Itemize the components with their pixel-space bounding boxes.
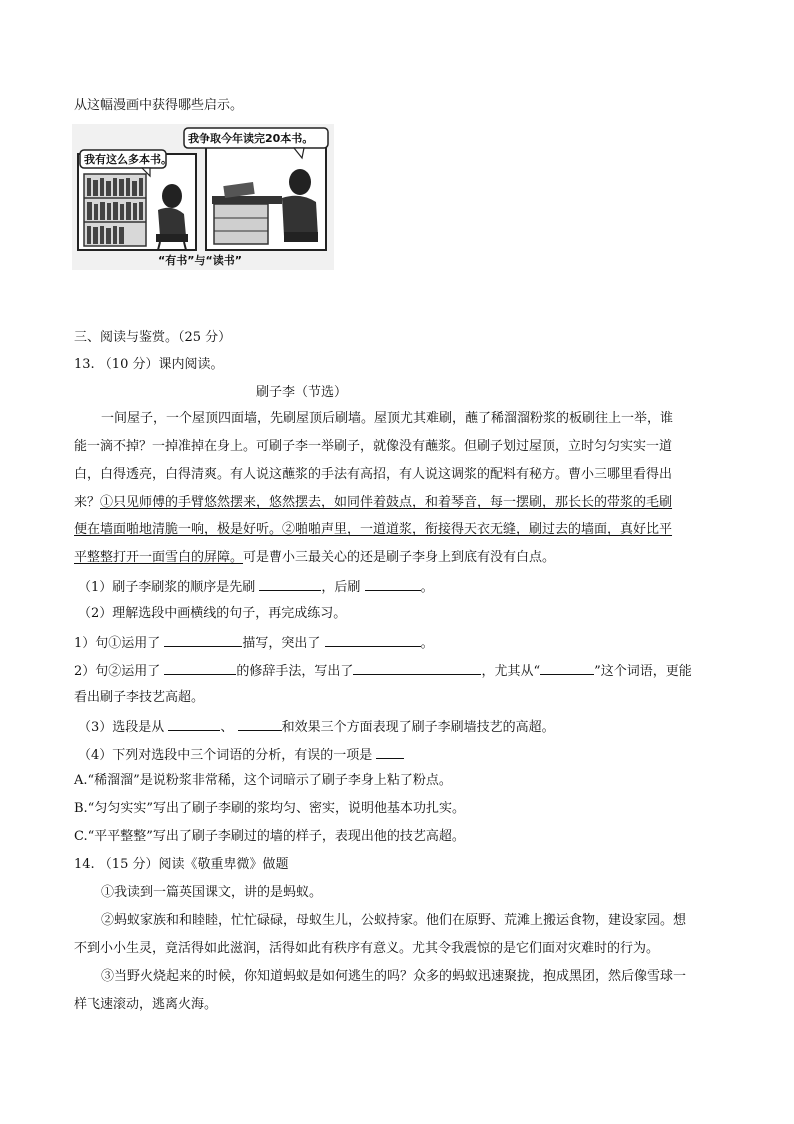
section-heading: 三、阅读与鉴赏。（25 分） bbox=[74, 330, 232, 345]
answer-blank[interactable] bbox=[164, 662, 236, 675]
sub-question-1 bbox=[78, 578, 728, 596]
sub-question-2-1 bbox=[74, 634, 724, 652]
question-text: （3）选段是从 bbox=[78, 720, 165, 735]
underlined-sentence-1: ①只见师傅的手臂悠然摆来，悠然摆去，如同伴着鼓点，和着琴音，每一摆刷，那长长的带浆的毛刷 bbox=[100, 495, 673, 510]
passage-line bbox=[74, 550, 724, 566]
question-text: 和效果三个方面表现了刷子李刷墙技艺的高超。 bbox=[281, 720, 555, 735]
answer-blank[interactable] bbox=[259, 578, 321, 591]
answer-blank[interactable] bbox=[238, 718, 282, 731]
question-text: 。 bbox=[420, 580, 434, 595]
question-text: 的修辞手法，写出了 bbox=[236, 664, 354, 679]
cartoon-illustration bbox=[72, 124, 334, 270]
passage-line: 样飞速滚动，逃离火海。 bbox=[74, 997, 218, 1012]
passage-text: 可是曹小三最关心的还是刷子李身上到底有没有白点。 bbox=[243, 550, 556, 565]
question-text: ”这个词语，更能 bbox=[594, 664, 692, 679]
passage-text: 来？ bbox=[74, 495, 101, 510]
question-text: 1）句①运用了 bbox=[74, 636, 161, 651]
answer-blank[interactable] bbox=[168, 718, 220, 731]
passage-line: 能一滴不掉？一掉准掉在身上。可刷子李一举刷子，就像没有蘸浆。但刷子划过屋顶，立时匀匀实实一道 bbox=[74, 439, 673, 454]
answer-blank[interactable] bbox=[325, 634, 421, 647]
underlined-sentence-2: 便在墙面啪地清脆一响，极是好听。②啪啪声里，一道道浆，衔接得天衣无缝，刷过去的墙面，真好比平 bbox=[74, 522, 673, 537]
question-text: 、 bbox=[220, 720, 234, 735]
question-text: （4）下列对选段中三个词语的分析，有误的一项是 bbox=[78, 748, 373, 763]
question-text: 。 bbox=[420, 636, 434, 651]
passage-line: ②蚂蚁家族和和睦睦，忙忙碌碌，母蚁生儿，公蚁持家。他们在原野、荒滩上搬运食物，建设家园。想 bbox=[101, 913, 687, 928]
question-text: ，后刷 bbox=[321, 580, 361, 595]
passage-line: ①我读到一篇英国课文，讲的是蚂蚁。 bbox=[101, 885, 323, 900]
passage-line: ③当野火烧起来的时候，你知道蚂蚁是如何逃生的吗？众多的蚂蚁迅速聚拢，抱成黑团，然后像雪球一 bbox=[101, 969, 687, 984]
option-b: B.“匀匀实实”写出了刷子李刷的浆均匀、密实，说明他基本功扎实。 bbox=[74, 801, 465, 816]
intro-text: 从这幅漫画中获得哪些启示。 bbox=[74, 98, 244, 113]
q14-header: 14. （15 分）阅读《敬重卑微》做题 bbox=[74, 857, 289, 872]
answer-blank[interactable] bbox=[164, 634, 242, 647]
question-text: 描写，突出了 bbox=[242, 636, 321, 651]
question-text: 2）句②运用了 bbox=[74, 664, 161, 679]
answer-blank[interactable] bbox=[365, 578, 421, 591]
question-text: （1）刷子李刷浆的顺序是先刷 bbox=[78, 580, 256, 595]
passage-line: 一间屋子，一个屋顶四面墙，先刷屋顶后刷墙。屋顶尤其难刷，蘸了稀溜溜粉浆的板刷往上一举，谁 bbox=[101, 411, 674, 426]
passage-line: 白，白得透亮，白得清爽。有人说这蘸浆的手法有高招，有人说这调浆的配料有秘方。曹小三哪里看得出 bbox=[74, 467, 673, 482]
sub-question-3 bbox=[78, 718, 728, 736]
sub-question-2: （2）理解选段中画横线的句子，再完成练习。 bbox=[78, 606, 347, 621]
sub-question-2-2 bbox=[74, 662, 724, 680]
q13-header: 13. （10 分）课内阅读。 bbox=[74, 357, 224, 372]
sub-question-2-2-cont: 看出刷子李技艺高超。 bbox=[74, 690, 205, 705]
answer-blank[interactable] bbox=[376, 746, 404, 759]
passage-title: 刷子李（节选） bbox=[256, 385, 348, 400]
cartoon-left-bubble: 我有这么多本书。 bbox=[84, 153, 172, 166]
cartoon-right-bubble: 我争取今年读完20本书。 bbox=[188, 132, 314, 145]
sub-question-4 bbox=[78, 746, 728, 764]
answer-blank[interactable] bbox=[353, 662, 481, 675]
underlined-sentence-2-end: 平整整打开一面雪白的屏障。 bbox=[74, 550, 244, 565]
question-text: ，尤其从“ bbox=[481, 664, 541, 679]
option-a: A.“稀溜溜”是说粉浆非常稀，这个词暗示了刷子李身上粘了粉点。 bbox=[74, 773, 452, 788]
answer-blank[interactable] bbox=[540, 662, 594, 675]
cartoon-caption: “有书”与“读书” bbox=[158, 254, 242, 267]
passage-line: 不到小小生灵，竟活得如此滋润，活得如此有秩序有意义。尤其令我震惊的是它们面对灾难时的行为。 bbox=[74, 941, 660, 956]
passage-line bbox=[74, 495, 724, 511]
option-c: C.“平平整整”写出了刷子李刷过的墙的样子，表现出他的技艺高超。 bbox=[74, 829, 465, 844]
